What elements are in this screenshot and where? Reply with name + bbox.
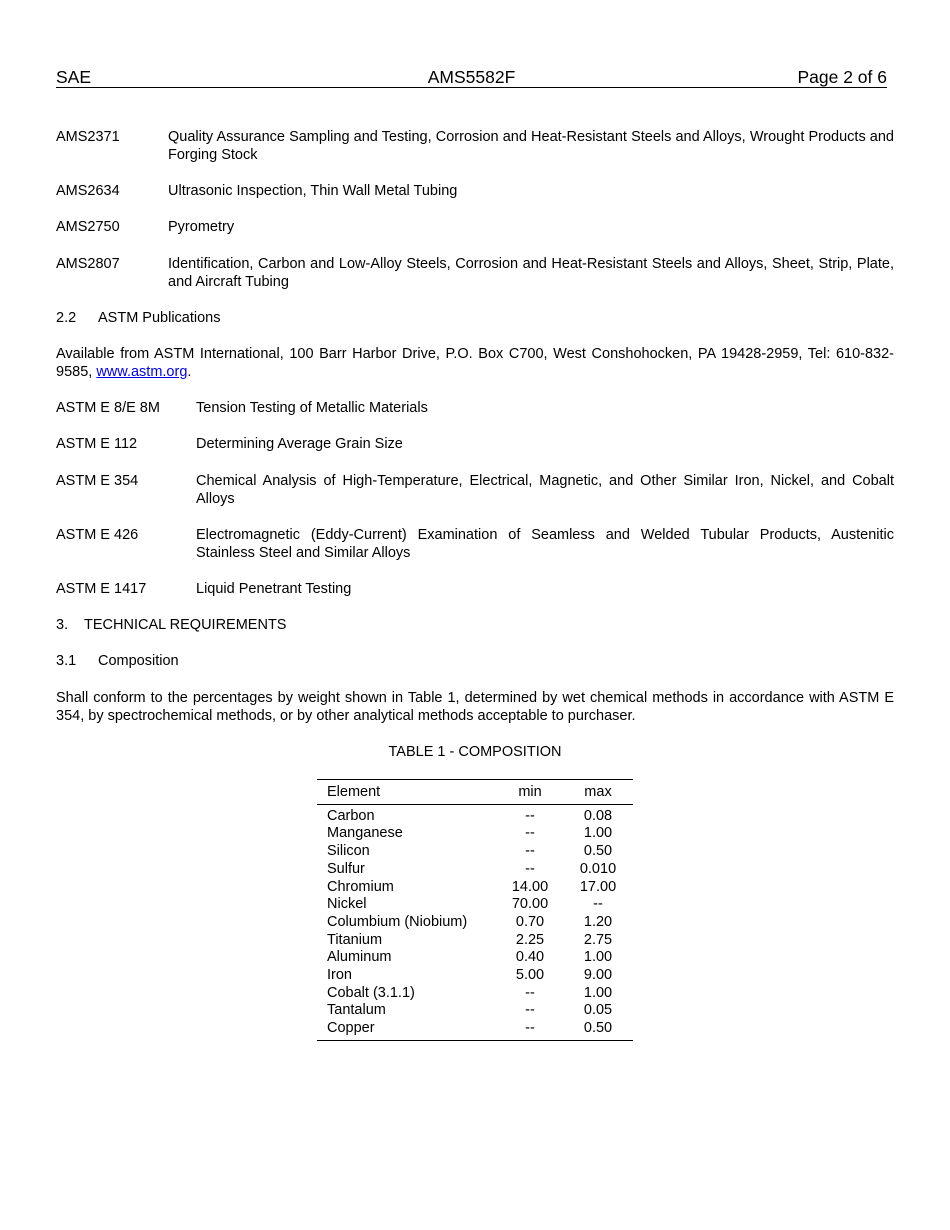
cell-min: 0.40	[515, 949, 545, 966]
table-row	[317, 804, 633, 825]
reference-code: AMS2634	[56, 183, 120, 199]
reference-code: ASTM E 426	[56, 527, 139, 543]
cell-element: Tantalum	[327, 1002, 386, 1019]
cell-max: --	[593, 896, 603, 913]
cell-element: Copper	[317, 1020, 497, 1040]
reference-code: ASTM E 1417	[56, 581, 147, 597]
reference-astm-e1417	[56, 581, 894, 599]
cell-element: Sulfur	[327, 860, 365, 877]
cell-min: --	[525, 843, 535, 860]
composition-paragraph: Shall conform to the percentages by weight shown in Table 1, determined by wet chemical methods in accordance with ASTM E 354, by spectrochemical methods, or by other analytical methods acceptable to purchaser.	[56, 690, 894, 724]
reference-ams2634	[56, 183, 894, 201]
column-header-element: Element	[327, 784, 381, 800]
reference-ams2750	[56, 219, 894, 237]
reference-title: Determining Average Grain Size	[196, 436, 403, 452]
section-title: ASTM Publications	[98, 310, 221, 326]
reference-code: ASTM E 8/E 8M	[56, 400, 160, 416]
table-row	[317, 985, 633, 1003]
astm-website-link[interactable]: www.astm.org	[96, 363, 188, 380]
section-title: TECHNICAL REQUIREMENTS	[84, 617, 287, 633]
reference-astm-e354	[56, 473, 894, 508]
header-org: SAE	[56, 67, 92, 87]
section-title: Composition	[98, 653, 179, 669]
header-doc-number: AMS5582F	[427, 67, 516, 87]
cell-element: Aluminum	[327, 949, 392, 966]
cell-max: 1.00	[583, 984, 613, 1001]
reference-ams2807	[56, 256, 894, 291]
cell-max: 0.010	[579, 860, 617, 877]
table-header-row	[317, 780, 633, 805]
header-page-number: Page 2 of 6	[797, 67, 887, 87]
cell-element: Nickel	[327, 896, 367, 913]
reference-astm-e112	[56, 436, 894, 454]
cell-min: --	[525, 1002, 535, 1019]
reference-title: Pyrometry	[168, 219, 235, 235]
reference-title: Tension Testing of Metallic Materials	[196, 400, 428, 416]
reference-ams2371	[56, 129, 894, 164]
cell-min: 14.00	[511, 878, 549, 895]
section-number: 3.1	[56, 653, 77, 669]
section-heading-3	[56, 617, 286, 635]
cell-element: Manganese	[327, 825, 403, 842]
cell-min: --	[497, 1020, 563, 1040]
cell-element: Cobalt (3.1.1)	[327, 984, 415, 1001]
cell-max: 0.50	[563, 1020, 633, 1040]
cell-min: --	[525, 825, 535, 842]
cell-max: 17.00	[579, 878, 617, 895]
cell-max: 0.05	[583, 1002, 613, 1019]
cell-min: --	[525, 860, 535, 877]
availability-text: Available from ASTM International, 100 Barr Harbor Drive, P.O. Box C700, West Conshohocken, PA 19428-2959, Tel: 610-832-9585,	[56, 346, 894, 380]
table-row	[317, 879, 633, 897]
cell-element: Titanium	[327, 931, 383, 948]
cell-max: 1.00	[583, 949, 613, 966]
table-caption: TABLE 1 - COMPOSITION	[388, 744, 562, 760]
cell-min: 2.25	[515, 931, 545, 948]
table-row	[317, 949, 633, 967]
table-row	[317, 896, 633, 914]
reference-title: Liquid Penetrant Testing	[196, 581, 352, 597]
astm-availability-paragraph	[56, 346, 894, 381]
reference-title: Ultrasonic Inspection, Thin Wall Metal Tubing	[168, 183, 458, 199]
cell-max: 0.50	[583, 843, 613, 860]
reference-code: AMS2750	[56, 219, 120, 235]
cell-element: Columbium (Niobium)	[327, 913, 468, 930]
cell-max: 0.08	[583, 807, 613, 824]
reference-title: Identification, Carbon and Low-Alloy Steels, Corrosion and Heat-Resistant Steels and Alloys, Sheet, Strip, Plate, and Aircraft Tubing	[168, 256, 894, 290]
reference-code: ASTM E 112	[56, 436, 138, 452]
cell-min: --	[525, 984, 535, 1001]
cell-max: 2.75	[583, 931, 613, 948]
reference-astm-e8	[56, 400, 894, 418]
table-row	[317, 932, 633, 950]
cell-max: 1.00	[583, 825, 613, 842]
table-row	[317, 967, 633, 985]
cell-element: Carbon	[327, 807, 375, 824]
cell-element: Silicon	[327, 843, 370, 860]
reference-astm-e426	[56, 527, 894, 562]
reference-code: ASTM E 354	[56, 473, 139, 489]
table-row	[317, 914, 633, 932]
cell-min: 0.70	[515, 913, 545, 930]
section-heading-2-2	[56, 310, 221, 328]
cell-max: 1.20	[583, 913, 613, 930]
cell-max: 9.00	[583, 967, 613, 984]
cell-min: 5.00	[515, 967, 545, 984]
reference-title: Quality Assurance Sampling and Testing, Corrosion and Heat-Resistant Steels and Alloys, Wrought Products and Forging Stock	[168, 129, 894, 163]
reference-title: Chemical Analysis of High-Temperature, Electrical, Magnetic, and Other Similar Iron, Nickel, and Cobalt Alloys	[196, 473, 894, 507]
reference-title: Electromagnetic (Eddy-Current) Examination of Seamless and Welded Tubular Products, Austenitic Stainless Steel and Similar Alloys	[196, 527, 894, 561]
availability-end: .	[187, 363, 192, 380]
column-header-max: max	[584, 784, 612, 800]
table-row	[317, 1002, 633, 1020]
cell-min: --	[525, 807, 535, 824]
cell-element: Chromium	[327, 878, 394, 895]
reference-code: AMS2807	[56, 256, 120, 272]
table-row	[317, 1020, 633, 1040]
table-row	[317, 825, 633, 843]
column-header-min: min	[518, 784, 542, 800]
cell-element: Iron	[327, 967, 352, 984]
section-number: 2.2	[56, 310, 77, 326]
page-header	[56, 67, 887, 88]
cell-min: 70.00	[511, 896, 549, 913]
composition-table	[317, 779, 633, 1041]
table-row	[317, 843, 633, 861]
section-heading-3-1	[56, 653, 179, 671]
section-number: 3.	[56, 617, 69, 633]
reference-code: AMS2371	[56, 129, 120, 145]
table-row	[317, 861, 633, 879]
